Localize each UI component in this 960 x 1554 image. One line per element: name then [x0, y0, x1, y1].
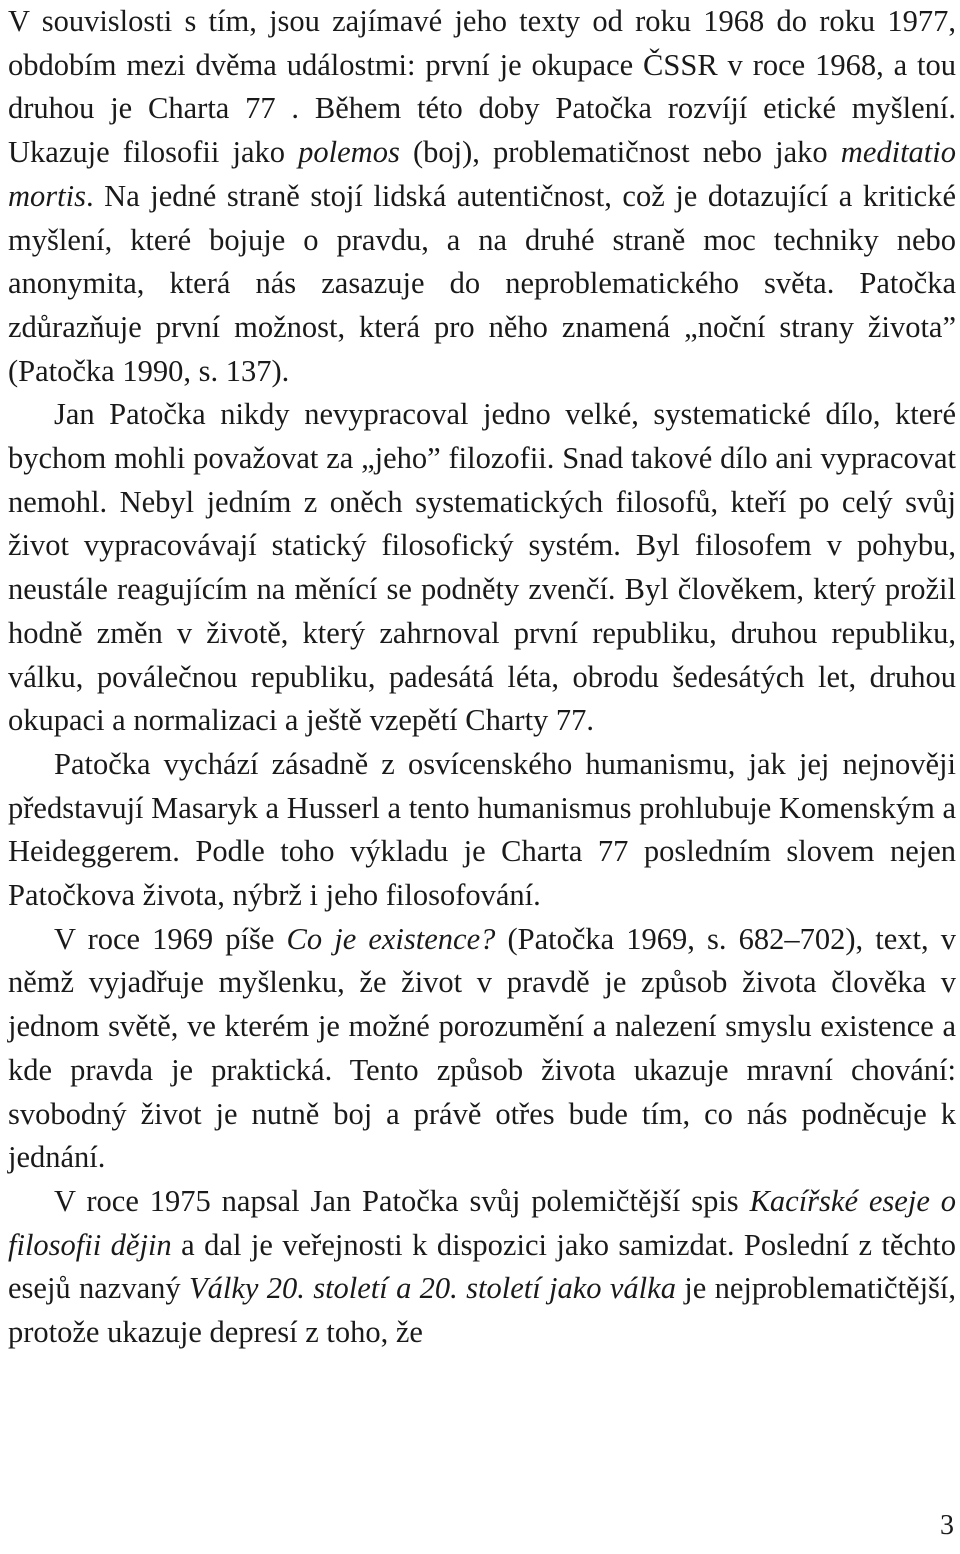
italic-text: meditatio mortis	[8, 135, 957, 213]
text-segment: (boj), problematičnost nebo jako	[399, 135, 841, 170]
paragraph-2	[8, 393, 956, 743]
text-segment: . Na jedné straně stojí lidská autentičnost, což je dotazující a kritické myšlení, které bojuje o pravdu, a na druhé straně moc techniky nebo anonymita, která nás zasazuje do neproblematického světa. Patočka zdůrazňuje první možnost, která pro něho znamená „noční strany života” (Patočka 1990, s. 137).	[8, 178, 956, 388]
text-segment: Patočka vychází zásadně z osvícenského humanismu, jak jej nejnověji představují Masaryk a Husserl a tento humanismus prohlubuje Komenským a Heideggerem. Podle toho výkladu je Charta 77 posledním slovem nejen Patočkova života, nýbrž i jeho filosofování.	[8, 746, 956, 913]
italic-text: Kacířské eseje o filosofii dějin	[8, 1183, 957, 1262]
text-segment: je nejproblematičtější, protože ukazuje depresí z toho, že	[8, 1271, 957, 1350]
text-segment: (Patočka 1969, s. 682–702), text, v němž vyjadřuje myšlenku, že život v pravdě je způsob života člověka v jednom světě, ve kterém je možné porozumění a nalezení smyslu existence a kde pravda je praktická. Tento způsob života ukazuje mravní chování: svobodný život je nutně boj a právě otřes bude tím, co nás podněcuje k jednání.	[8, 921, 957, 1175]
paragraph-4	[8, 918, 956, 1180]
text-segment: V souvislosti s tím, jsou zajímavé jeho texty od roku 1968 do roku 1977, obdobím mezi dvěma událostmi: první je okupace ČSSR v roce 1968, a tou druhou je Charta 77 . Během této doby Patočka rozvíjí etické myšlení. Ukazuje filosofii jako	[8, 4, 956, 170]
italic-text: Co je existence?	[286, 921, 496, 956]
italic-text: Války 20. století a 20. století jako válka	[188, 1271, 676, 1306]
italic-text: polemos	[298, 135, 400, 170]
text-segment: V roce 1975 napsal Jan Patočka svůj polemičtější spis	[54, 1183, 750, 1218]
text-segment: V roce 1969 píše	[54, 921, 287, 956]
paragraph-3	[8, 743, 956, 918]
document-page	[8, 0, 956, 1554]
text-segment: a dal je veřejnosti k dispozici jako samizdat. Poslední z těchto esejů nazvaný	[8, 1227, 956, 1306]
page-number: 3	[940, 1510, 954, 1541]
paragraph-1	[8, 0, 956, 393]
paragraph-5	[8, 1180, 956, 1355]
text-segment: Jan Patočka nikdy nevypracoval jedno velké, systematické dílo, které bychom mohli považovat za „jeho” filozofii. Snad takové dílo ani vypracovat nemohl. Nebyl jedním z oněch systematických filosofů, kteří po celý svůj život vypracovávají statický filosofický systém. Byl filosofem v pohybu, neustále reagujícím na měnící se podněty zvenčí. Byl člověkem, který prožil hodně změn v životě, který zahrnoval první republiku, druhou republiku, válku, poválečnou republiku, padesátá léta, obrodu šedesátých let, druhou okupaci a normalizaci a ještě vzepětí Charty 77.	[8, 397, 956, 738]
